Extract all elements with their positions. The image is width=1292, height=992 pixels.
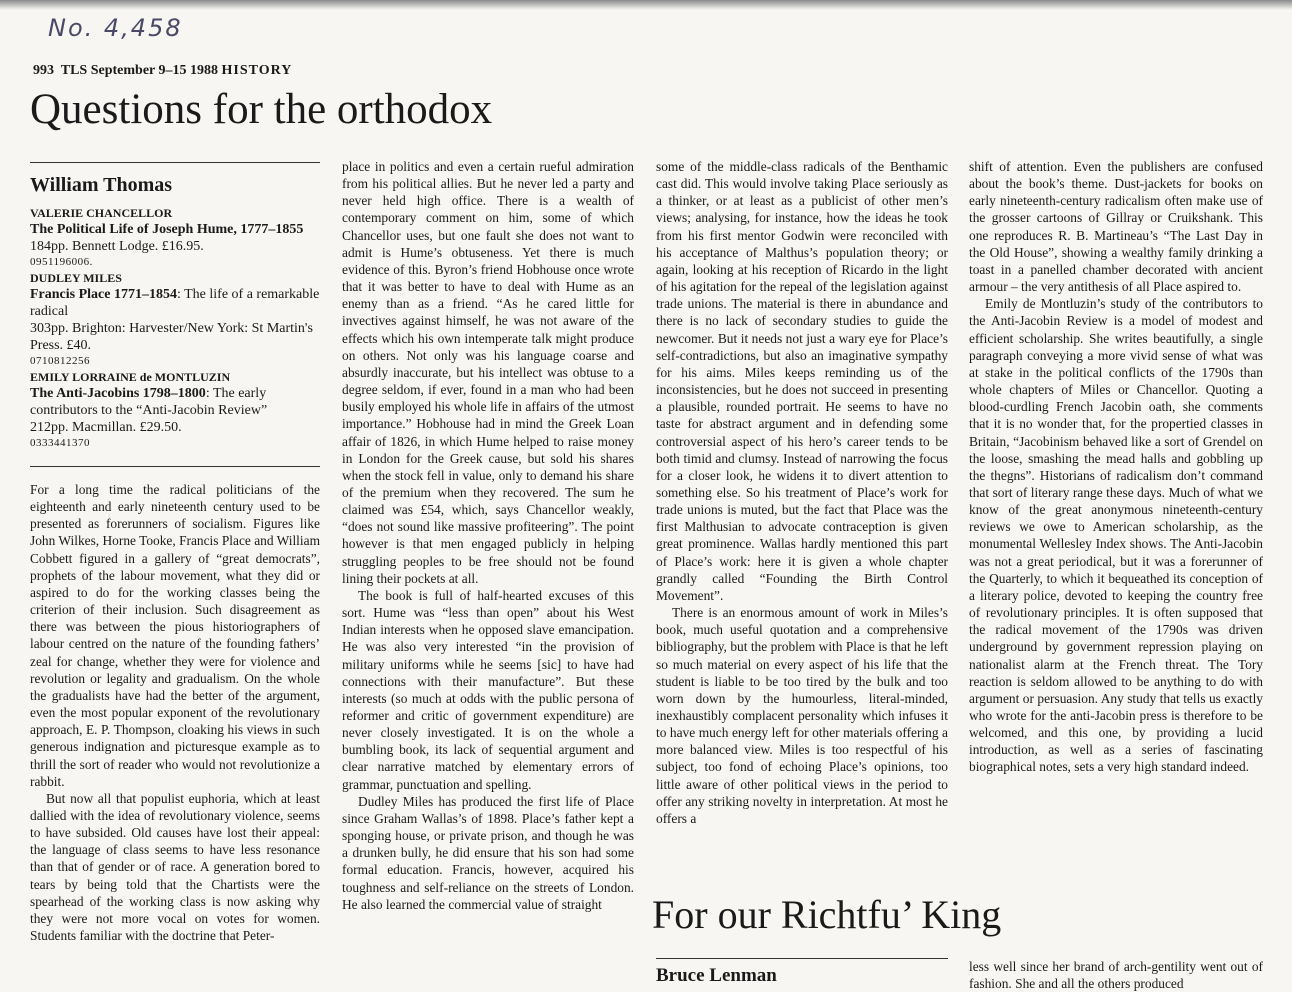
article-column-4 (969, 158, 1263, 886)
book-isbn: 0333441370 (30, 437, 90, 449)
book-title-line (30, 221, 320, 238)
book-publisher: 212pp. Macmillan. £29.50. (30, 420, 182, 435)
book-entry (30, 206, 320, 269)
second-article-headline: For our Richtfu’ King (652, 892, 1002, 937)
scan-edge (0, 0, 1292, 10)
book-title: Francis Place 1771–1854 (30, 287, 177, 302)
paragraph: place in politics and even a certain rueful admiration from his political allies. But he never led a party and never held high office. There is a wealth of contemporary comment on him, some of which Chancellor uses, but one fault she does not want to admit is Hume’s obtuseness. Yet there is much evidence of this. Byron’s friend Hobhouse once wrote that it was better to have to deal with Hume as an enemy than as a friend. “As he cared little for invectives against himself, he was not aware of the effects which his own intemperate talk might produce on others. Not only was his language coarse and absurdly inaccurate, but his intellect was obtuse to a degree seldom, if ever, found in a man who had been busily employed his whole life in affairs of the utmost importance.” Hobhouse had in mind the Greek Loan affair of 1826, in which Hume helped to raise money in London for the Greek cause, but sold his shares when the stock fell in value, only to demand his share of the premium when they recovered. The sum he claimed was £54, which, says Chancellor weakly, “does not sound like massive profiteering”. The point however is that men engaged publicly in helping struggling peoples to be free should not be found lining their pockets at all. (342, 159, 634, 586)
book-publisher: 184pp. Bennett Lodge. £16.95. (30, 239, 204, 254)
article-byline: William Thomas (30, 174, 173, 196)
article-column-3 (656, 158, 948, 886)
book-subtitle: : The early contributors to the “Anti-Jacobin Review” (30, 386, 268, 418)
paragraph: Dudley Miles has produced the first life of Place since Graham Wallas’s of 1898. Place’s father kept a sponging house, or private prison, and though he was a drunken bully, he did ensure that his son had some formal education. Francis, however, acquired his toughness and self-reliance on the streets of London. He also learned the commercial value of straight (342, 793, 634, 912)
paragraph: Emily de Montluzin’s study of the contributors to the Anti-Jacobin Review is a model of modest and efficient scholarship. She writes beautifully, a single paragraph conveying a more vivid sense of what was at stake in the political conflicts of the 1790s than whole chapters of Miles or Chancellor. Quoting a blood-curdling French Jacobin oath, she comments that it is no wonder that, for the propertied classes in Britain, “Jacobinism behaved like a sort of Grendel on the loose, smashing the mead halls and gobbling up the thegns”. Historians of radicalism don’t command that sort of literary range these days. Much of what we know of the great anonymous nineteenth-century reviews we owe to American scholarship, as the monumental Wellesley Index shows. The Anti-Jacobin was not a great periodical, but it was a forerunner of the Quarterly, to which it bequeathed its conception of a literary police, devoted to keeping the country free of revolutionary principles. It is often supposed that the radical movement of the 1790s was driven underground by government repression playing on nationalist alarm at the French threat. The Tory reaction is seldom allowed to be anything to do with argument or persuasion. Any study that tells us exactly who wrote for the anti-Jacobin press is therefore to be welcomed, and this one, by providing a lucid introduction, as well as a series of fascinating biographical notes, sets a very high standard indeed. (969, 296, 1263, 775)
article-headline: Questions for the orthodox (30, 86, 493, 133)
book-title-line (30, 286, 320, 320)
article-column-1 (30, 481, 320, 986)
book-title: The Political Life of Joseph Hume, 1777–1855 (30, 222, 304, 237)
paragraph: For a long time the radical politicians of the eighteenth and early nineteenth century used to be presented as forerunners of socialism. Figures like John Wilkes, Horne Tooke, Francis Place and William Cobbett figured in a gallery of “great democrats”, prophets of the labour movement, what they did or aspired to do for the working classes being the criterion of their inclusion. Such disagreement as there was between the pious historiographers of labour centred on the nature of the founding fathers’ zeal for change, whether they were for violence and revolution or legality and gradualism. On the whole the gradualists have had the better of the argument, even the most popular exponent of the revolutionary approach, E. P. Thompson, cloaking his views in such generous indignation and picturesque example as to thrill the sort of reader who would not revolutionize a rabbit. (30, 482, 320, 789)
paragraph: There is an enormous amount of work in Miles’s book, much useful quotation and a comprehensive bibliography, but the problem with Place is that he left so much material on every aspect of his life that the student is liable to be too tired by the bulk and too worn down by the humourless, literal-minded, inexhaustibly complacent personality which infuses it to have much energy left for other materials offering a more balanced view. Miles is too respectful of his subject, too fond of echoing Place’s opinions, too little aware of other political views in the period to offer any striking novelty in interpretation. At most he offers a (656, 605, 948, 826)
folio-publication: TLS (60, 63, 88, 78)
book-isbn: 0710812256 (30, 355, 90, 367)
page-folio (33, 63, 292, 79)
book-list (30, 206, 320, 452)
book-title: The Anti-Jacobins 1798–1800 (30, 386, 206, 401)
book-author: VALERIE CHANCELLOR (30, 206, 173, 220)
book-author: EMILY LORRAINE de MONTLUZIN (30, 370, 231, 384)
paragraph: shift of attention. Even the publishers are confused about the book’s theme. Dust-jackets for books on early nineteenth-century radicalism often make use of the grosser cartoons of Gillray or Cruikshank. This one reproduces R. B. Martineau’s “The Last Day in the Old House”, showing a wealthy family drinking a toast in a panelled chamber decorated with ancient armour – the very antithesis of all Place aspired to. (969, 159, 1263, 295)
folio-date: September 9–15 1988 (90, 63, 219, 78)
second-byline-rule (656, 958, 948, 959)
paragraph: The book is full of half-hearted excuses of this sort. Hume was “less than open” about his West Indian interests when he opposed slave emancipation. He was also very interested “in the provision of military uniforms while he seems [sic] to have had connections with their manufacture”. But these interests (so much at odds with the public persona of reformer and critic of government expenditure) are never closely investigated. It is on the whole a bumbling book, its lack of sequential argument and clear narrative matched by elementary errors of grammar, punctuation and spelling. (342, 587, 634, 792)
book-isbn: 0951196006. (30, 256, 93, 268)
book-title-line (30, 385, 320, 419)
book-author: DUDLEY MILES (30, 271, 122, 285)
paragraph: some of the middle-class radicals of the Benthamic cast did. This would involve taking Place seriously as a thinker, or at least as a publicist of other men’s views; analysing, for instance, how the ideas he took from his first mentor Godwin were reconciled with his acceptance of Malthus’s population theory; or again, looking at his reception of Ricardo in the light of his agitation for the repeal of the legislation against trade unions. The material is there in abundance and there is no lack of secondary studies to guide the newcomer. But it needs not just a wary eye for Place’s self-contradictions, but also an imaginative sympathy for his aims. Miles keeps reminding us of the inconsistencies, but he does not succeed in presenting a plausible, rounded portrait. He seems to have no taste for abstract argument and in defending some controversial aspect of his hero’s career tends to be both timid and clumsy. Instead of narrowing the focus for a closer look, he widens it to divert attention to something else. So his treatment of Place’s work for trade unions is muted, but the fact that Place was the first Malthusian to advocate contraception is given great prominence. Wallas hardly mentioned this part of Place’s work: here it is given a whole chapter grandly called “Founding the Birth Control Movement”. (656, 159, 948, 603)
article-column-2 (342, 158, 634, 988)
paragraph: less well since her brand of arch-gentility went out of fashion. She and all the others produced (969, 959, 1263, 992)
folio-section: HISTORY (221, 63, 293, 78)
biblio-rule-bottom (30, 466, 320, 467)
second-article-column (969, 958, 1263, 992)
book-subtitle: : The life of a remarkable radical (30, 287, 320, 319)
book-entry (30, 271, 320, 368)
byline-rule-top (30, 162, 320, 163)
paragraph: But now all that populist euphoria, which at least dallied with the idea of revolutionary violence, seems to have subsided. Old causes have lost their appeal: the language of class seems to have less resonance than that of gender or of race. A generation bored to tears by being told that the Chartists were the spearhead of the working class is now asking why they were not more vocal on votes for women. Students familiar with the doctrine that Peter- (30, 790, 320, 944)
folio-page: 993 (33, 63, 54, 78)
handwritten-issue-number: No. 4,458 (48, 14, 183, 42)
book-entry (30, 370, 320, 450)
book-publisher: 303pp. Brighton: Harvester/New York: St Martin's Press. £40. (30, 321, 313, 353)
second-article-byline: Bruce Lenman (656, 965, 777, 986)
